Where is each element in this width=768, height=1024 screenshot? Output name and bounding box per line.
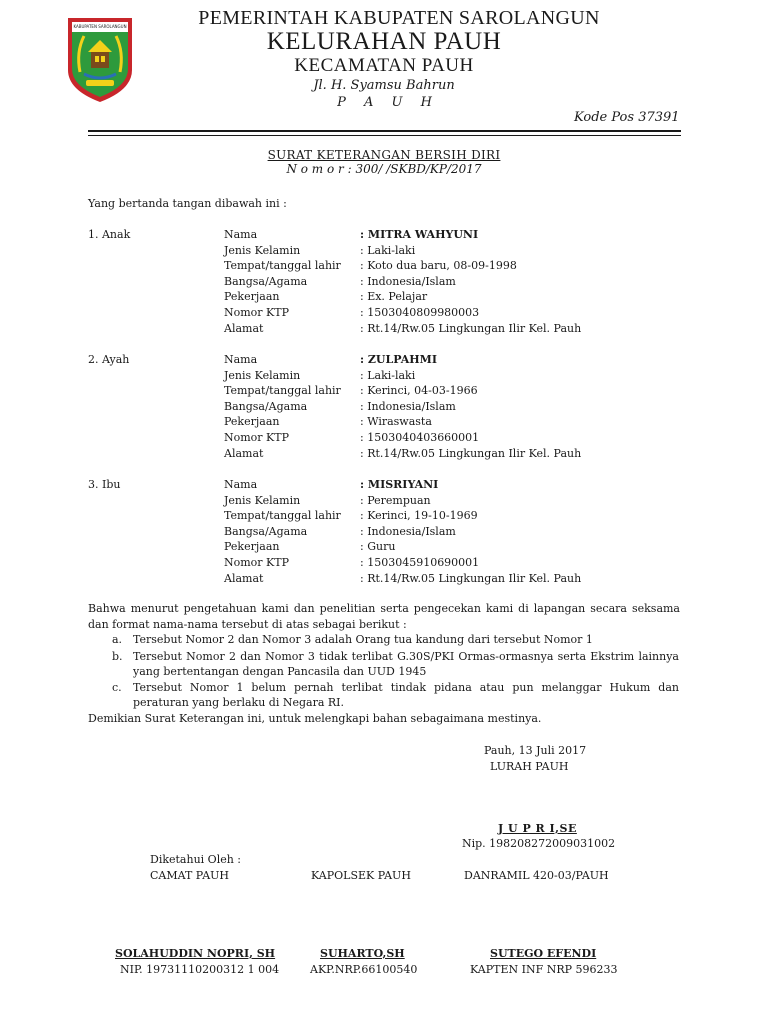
intro-text: Yang bertanda tangan dibawah ini :	[88, 197, 287, 210]
postal-code: Kode Pos 37391	[574, 110, 680, 125]
signer-nip: Nip. 198208272009031002	[462, 837, 616, 850]
place-date: Pauh, 13 Juli 2017	[484, 744, 587, 757]
field-value: : Laki-laki	[360, 368, 416, 382]
list-item-text: peraturan yang berlaku di Negara RI.	[133, 696, 345, 709]
field-value: : Rt.14/Rw.05 Lingkungan Ilir Kel. Pauh	[360, 571, 582, 585]
letter-number: N o m o r : 300/ /SKBD/KP/2017	[286, 162, 482, 176]
person-label: 1. Anak	[88, 228, 131, 241]
header-rule-thick	[88, 130, 681, 132]
body-paragraph-line1: Bahwa menurut pengetahuan kami dan penelitian serta pengecekan kami di lapangan secara seksama	[88, 602, 680, 615]
field-key: Alamat	[224, 571, 264, 585]
field-value: : Laki-laki	[360, 243, 416, 257]
field-key: Alamat	[224, 321, 264, 335]
field-key: Tempat/tanggal lahir	[224, 384, 341, 398]
field-value: : Indonesia/Islam	[360, 399, 456, 413]
camat-id: NIP. 19731110200312 1 004	[120, 963, 280, 976]
danramil-title: DANRAMIL 420-03/PAUH	[464, 869, 609, 882]
person-label: 2. Ayah	[88, 353, 130, 366]
person-label: 3. Ibu	[88, 478, 121, 491]
field-value: : Rt.14/Rw.05 Lingkungan Ilir Kel. Pauh	[360, 321, 582, 335]
field-value: : Indonesia/Islam	[360, 274, 456, 288]
logo-banner-text: KABUPATEN SAROLANGUN	[73, 24, 127, 29]
list-item-text: Tersebut Nomor 2 dan Nomor 3 adalah Orang tua kandung dari tersebut Nomor 1	[133, 633, 593, 646]
header-rule-thin	[88, 135, 681, 136]
field-key: Alamat	[224, 446, 264, 460]
field-value: : Indonesia/Islam	[360, 524, 456, 538]
field-value: : Perempuan	[360, 493, 431, 507]
field-key: Pekerjaan	[224, 540, 280, 554]
field-key: Nomor KTP	[224, 431, 290, 444]
camat-name: SOLAHUDDIN NOPRI, SH	[115, 947, 276, 960]
list-item-marker: c.	[112, 681, 122, 694]
field-key: Nama	[224, 228, 258, 241]
field-key: Bangsa/Agama	[224, 274, 308, 288]
danramil-id: KAPTEN INF NRP 596233	[470, 963, 618, 976]
signer-name: J U P R I,SE	[498, 822, 577, 835]
field-value: : 1503040403660001	[360, 431, 480, 444]
field-value: : Kerinci, 19-10-1969	[360, 509, 478, 523]
camat-title: CAMAT PAUH	[150, 869, 229, 882]
signer-position: LURAH PAUH	[490, 760, 569, 773]
field-value: : Kerinci, 04-03-1966	[360, 384, 478, 398]
field-key: Jenis Kelamin	[224, 493, 301, 507]
kapolsek-id: AKP.NRP.66100540	[310, 963, 418, 976]
kelurahan-heading: KELURAHAN PAUH	[266, 28, 502, 55]
list-item-marker: a.	[112, 633, 123, 646]
kapolsek-name: SUHARTO,SH	[320, 947, 405, 960]
field-value: : MISRIYANI	[360, 478, 439, 491]
field-key: Tempat/tanggal lahir	[224, 259, 341, 273]
field-value: : Wiraswasta	[360, 415, 432, 429]
field-key: Tempat/tanggal lahir	[224, 509, 341, 523]
letter-title: SURAT KETERANGAN BERSIH DIRI	[267, 148, 501, 162]
field-key: Bangsa/Agama	[224, 524, 308, 538]
field-key: Nomor KTP	[224, 306, 290, 319]
closing-text: Demikian Surat Keterangan ini, untuk melengkapi bahan sebagaimana mestinya.	[88, 712, 542, 725]
field-key: Nama	[224, 478, 258, 491]
kapolsek-title: KAPOLSEK PAUH	[311, 869, 411, 882]
acknowledged-label: Diketahui Oleh :	[150, 853, 242, 866]
field-value: : Rt.14/Rw.05 Lingkungan Ilir Kel. Pauh	[360, 446, 582, 460]
list-item-text: yang bertentangan dengan Pancasila dan UUD 1945	[133, 665, 427, 678]
body-paragraph-line2: dan format nama-nama tersebut di atas sebagai berikut :	[88, 618, 407, 631]
field-value: : ZULPAHMI	[360, 353, 437, 366]
field-key: Nomor KTP	[224, 556, 290, 569]
field-value: : 1503045910690001	[360, 556, 480, 569]
field-key: Bangsa/Agama	[224, 399, 308, 413]
list-item-text: Tersebut Nomor 1 belum pernah terlibat tindak pidana atau pun melanggar Hukum dan	[133, 681, 679, 694]
field-value: : Ex. Pelajar	[360, 290, 428, 304]
field-key: Nama	[224, 353, 258, 366]
field-key: Jenis Kelamin	[224, 243, 301, 257]
field-value: : 1503040809980003	[360, 306, 480, 319]
office-address: Jl. H. Syamsu Bahrun	[313, 78, 455, 93]
list-item-marker: b.	[112, 650, 123, 663]
field-value: : MITRA WAHYUNI	[360, 228, 479, 241]
kecamatan-heading: KECAMATAN PAUH	[294, 55, 474, 76]
field-key: Pekerjaan	[224, 415, 280, 429]
field-value: : Guru	[360, 540, 396, 554]
list-item-text: Tersebut Nomor 2 dan Nomor 3 tidak terlibat G.30S/PKI Ormas-ormasnya serta Ekstrim lainnya	[133, 650, 679, 663]
field-value: : Koto dua baru, 08-09-1998	[360, 259, 517, 273]
office-city: P A U H	[337, 95, 439, 110]
government-heading: PEMERINTAH KABUPATEN SAROLANGUN	[198, 7, 600, 29]
field-key: Jenis Kelamin	[224, 368, 301, 382]
danramil-name: SUTEGO EFENDI	[490, 947, 597, 960]
field-key: Pekerjaan	[224, 290, 280, 304]
